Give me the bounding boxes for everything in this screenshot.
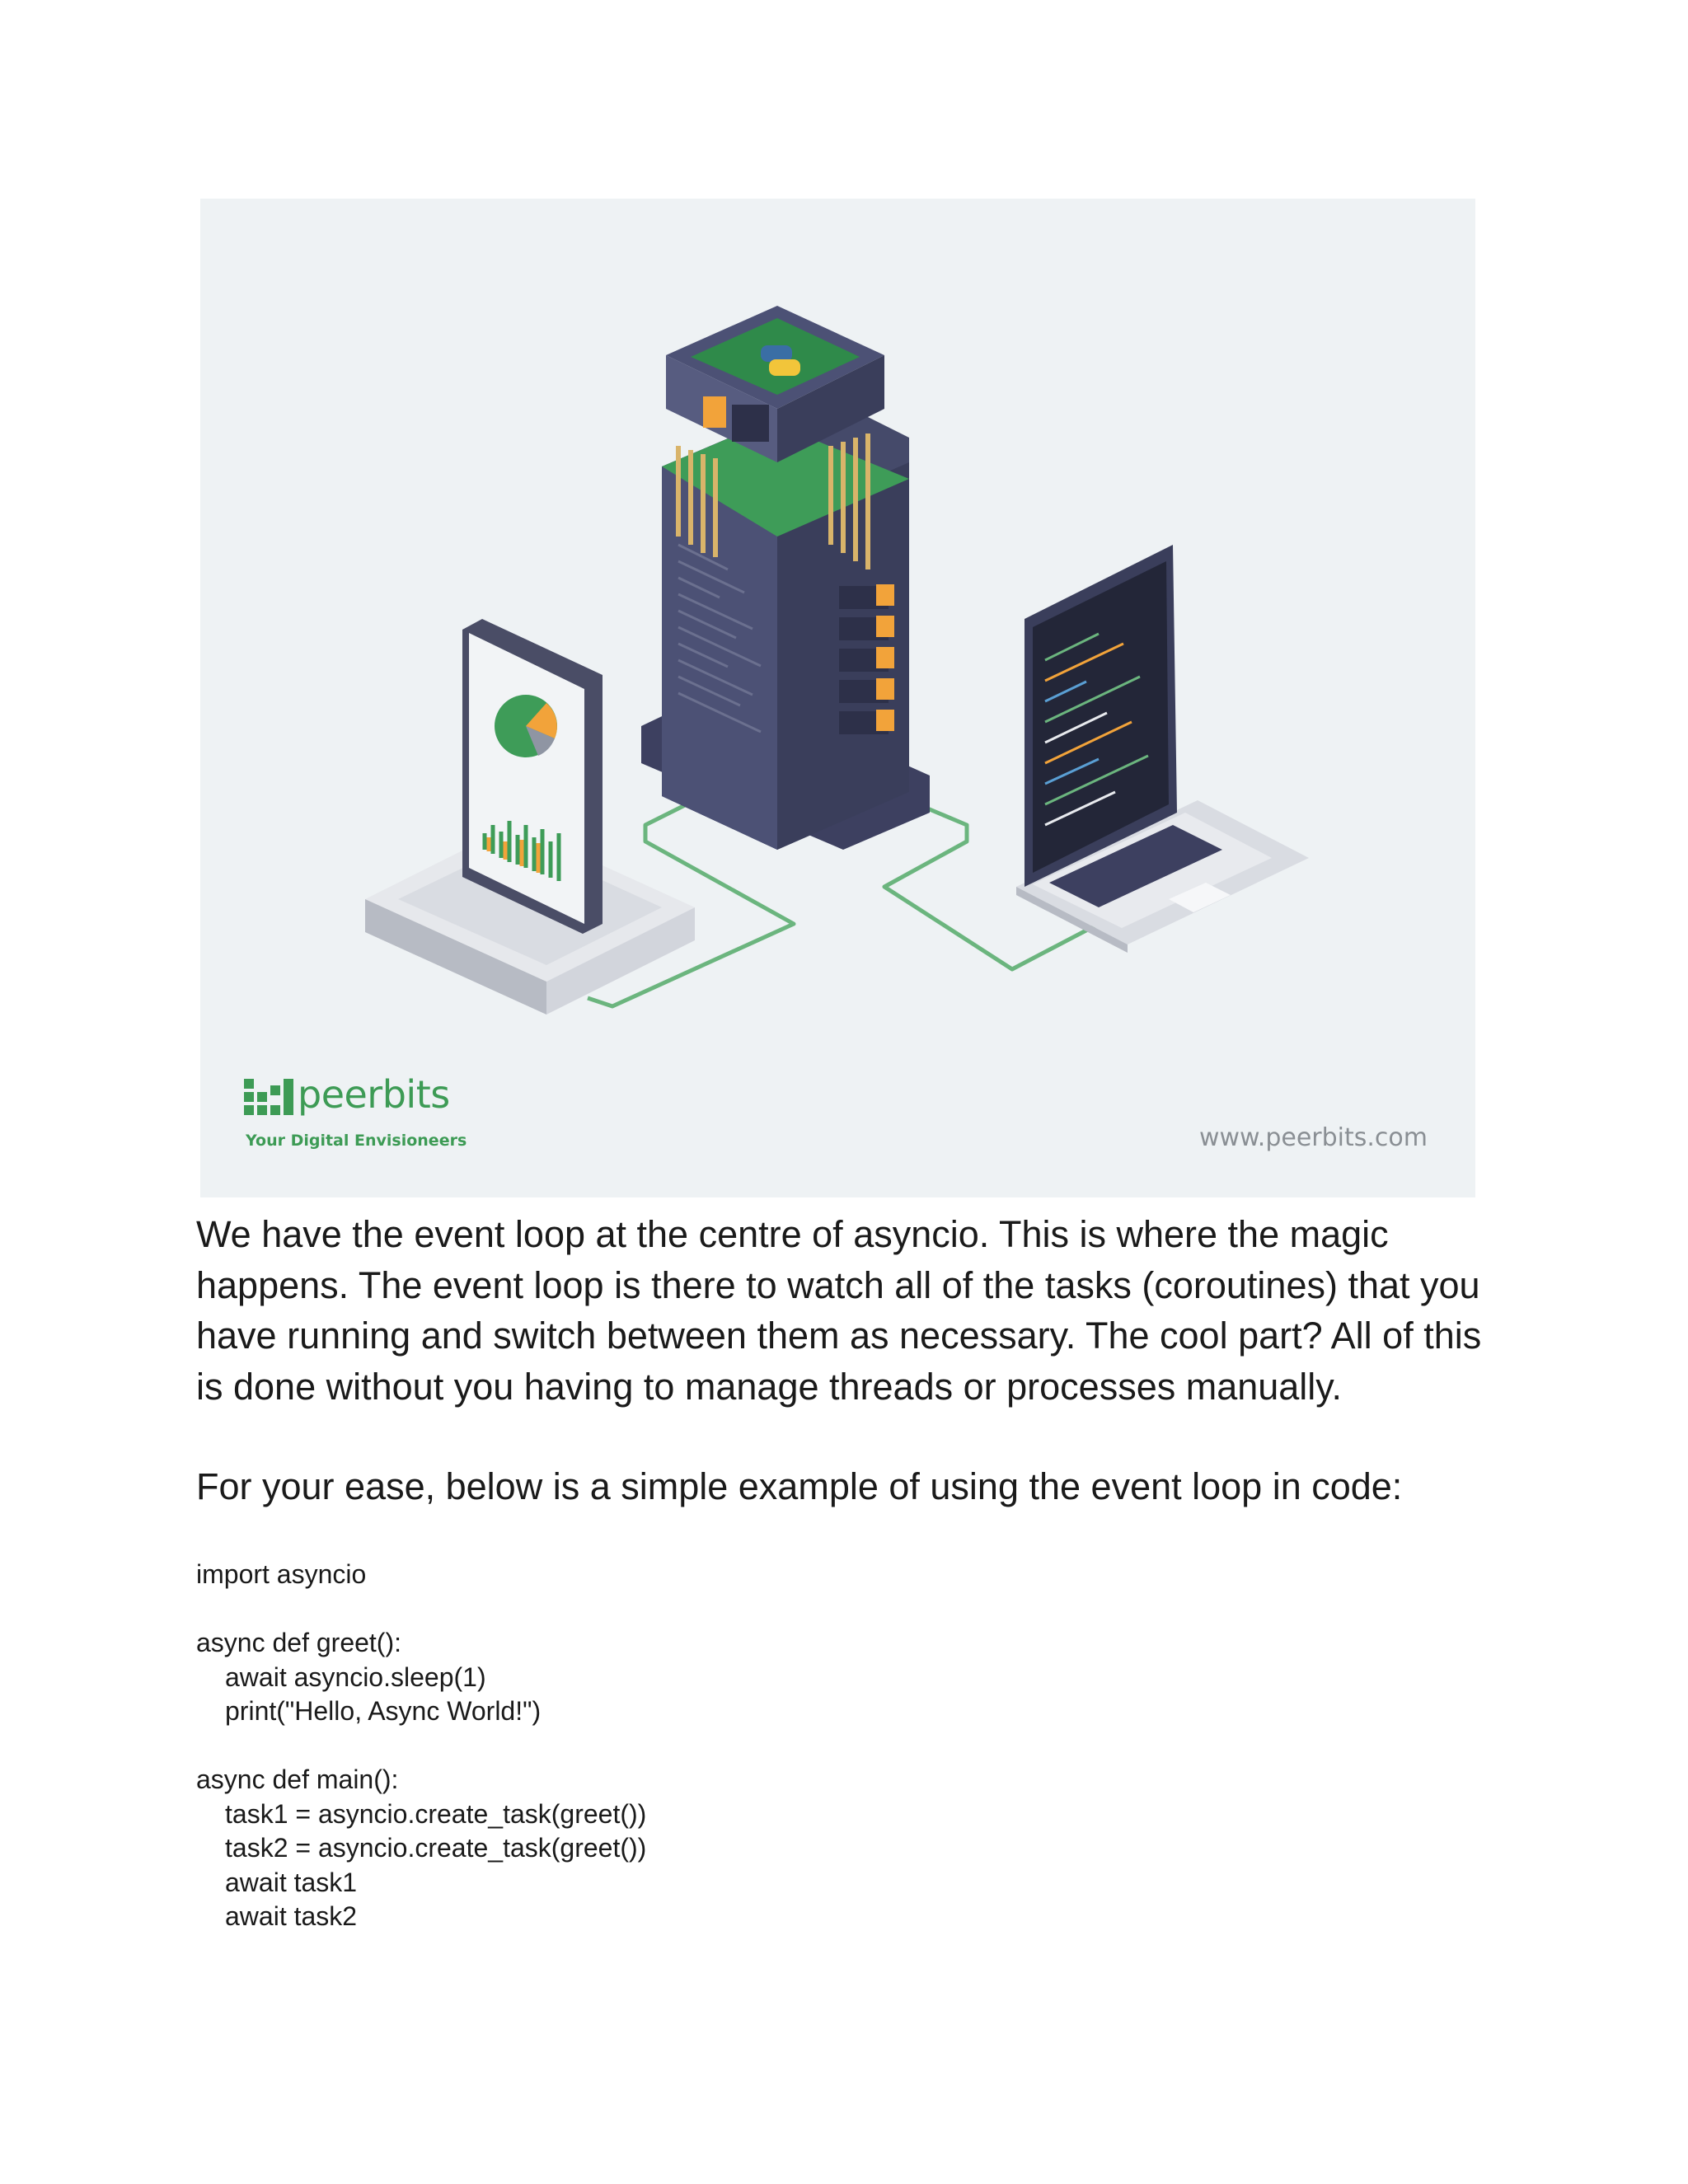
phone-device [462, 619, 603, 934]
drive-bays [839, 584, 894, 734]
asyncio-illustration [200, 199, 1475, 1197]
server-tower [641, 306, 930, 850]
code-line: print("Hello, Async World!") [225, 1696, 542, 1726]
code-line: import asyncio [196, 1559, 367, 1589]
brand-tagline: Your Digital Envisioneers [246, 1132, 467, 1150]
intro-paragraph: We have the event loop at the centre of asyncio. This is where the magic happens. The event loop is there to watch all of the tasks (coroutines) that you have running and switch between them as necessary. The cool part? All of this is done without you having to manage threads or processes manually. [196, 1213, 1482, 1408]
code-line: async def main(): [196, 1765, 399, 1794]
peerbits-logo-icon [244, 1079, 293, 1115]
code-line: await task1 [225, 1867, 358, 1897]
code-line: task2 = asyncio.create_task(greet()) [225, 1833, 647, 1863]
code-line: async def greet(): [196, 1628, 401, 1657]
illustration-figure [200, 199, 1475, 1197]
brand-name: peerbits [298, 1072, 450, 1117]
code-line: await asyncio.sleep(1) [225, 1661, 486, 1692]
brand-url: www.peerbits.com [1198, 1123, 1428, 1152]
example-intro-paragraph: For your ease, below is a simple example of using the event loop in code: [196, 1465, 1403, 1507]
code-line-blank [196, 1729, 646, 1764]
code-block [196, 1558, 646, 1934]
code-line: task1 = asyncio.create_task(greet()) [225, 1798, 647, 1829]
code-line-blank [196, 1592, 646, 1627]
laptop-device [1016, 545, 1309, 953]
code-line: await task2 [225, 1901, 358, 1931]
